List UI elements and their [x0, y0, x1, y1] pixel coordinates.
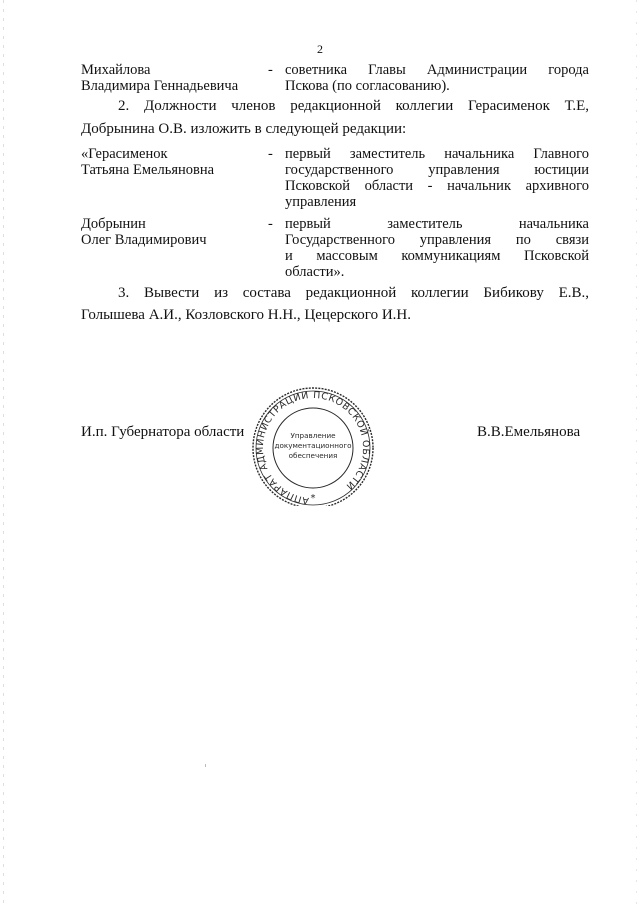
entry-dash: -	[268, 62, 273, 78]
member-position-line1: советника Главы Администрации города	[285, 62, 589, 78]
member-position-line: государственного управления юстиции	[285, 162, 589, 178]
entry-dash: -	[268, 146, 273, 162]
member-name-line1: «Герасименок	[81, 146, 168, 162]
scan-speck	[205, 764, 206, 767]
paragraph-3-line1: 3. Вывести из состава редакционной коллегии Бибикову Е.В.,	[118, 285, 589, 301]
member-position-line: области».	[285, 264, 345, 280]
member-position-line: управления	[285, 194, 357, 210]
entry-dash: -	[268, 216, 273, 232]
member-name-line2: Владимира Геннадьевича	[81, 78, 239, 94]
stamp-center-line2: документационного	[274, 441, 352, 450]
scan-edge-left	[3, 0, 4, 905]
member-position-line: первый заместитель начальника Главного	[285, 146, 589, 162]
stamp-ring-text: АППАРАТ АДМИНИСТРАЦИИ ПСКОВСКОЙ ОБЛАСТИ	[254, 389, 372, 506]
official-stamp	[249, 386, 377, 506]
member-position-line2: Пскова (по согласованию).	[285, 78, 450, 94]
scan-edge-right	[636, 0, 637, 905]
paragraph-3-line2: Голышева А.И., Козловского Н.Н., Цецерского И.Н.	[81, 307, 411, 323]
member-name-line2: Олег Владимирович	[81, 232, 207, 248]
paragraph-2-line1: 2. Должности членов редакционной коллегии Герасименок Т.Е,	[118, 98, 589, 114]
member-position-line: Государственного управления по связи	[285, 232, 589, 248]
stamp-center-line1: Управление	[290, 431, 336, 440]
signatory-name: В.В.Емельянова	[477, 424, 581, 440]
page-number: 2	[317, 42, 323, 56]
paragraph-2-line2: Добрынина О.В. изложить в следующей редакции:	[81, 121, 407, 137]
member-position-line: и массовым коммуникациям Псковской	[285, 248, 589, 264]
member-name-line1: Михайлова	[81, 62, 151, 78]
member-position-line: первый заместитель начальника	[285, 216, 589, 232]
stamp-center-line3: обеспечения	[288, 451, 338, 460]
member-name-line1: Добрынин	[81, 216, 146, 232]
stamp-star: *	[310, 493, 316, 504]
member-name-line2: Татьяна Емельяновна	[81, 162, 215, 178]
signatory-position: И.п. Губернатора области	[81, 424, 245, 440]
member-position-line: Псковской области - начальник архивного	[285, 178, 589, 194]
